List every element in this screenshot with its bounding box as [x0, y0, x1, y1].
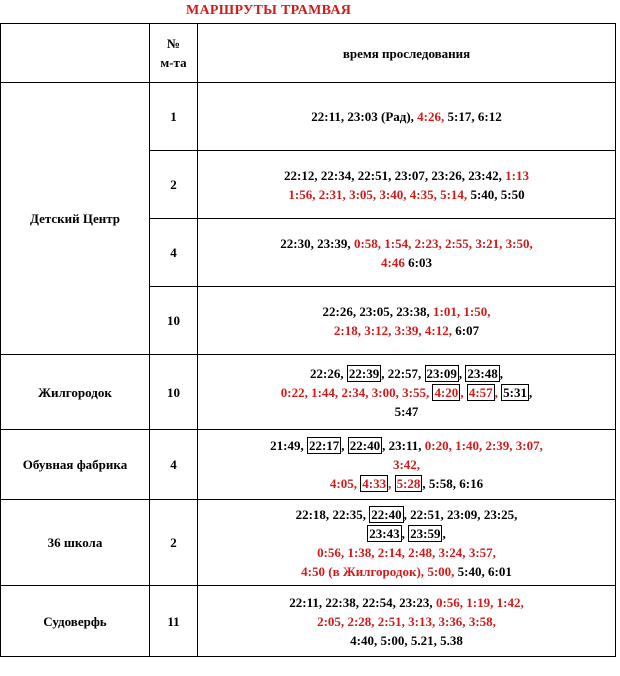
time-line	[202, 524, 611, 543]
departure-time: 1:19,	[466, 594, 494, 610]
time-line	[202, 302, 611, 321]
boxed-time: 23:43	[369, 525, 400, 541]
time-line	[202, 253, 611, 272]
route-row	[1, 355, 616, 430]
departure-time: 23:42,	[468, 167, 502, 183]
boxed-time: 4:57	[468, 384, 493, 400]
departure-time: ,	[529, 384, 533, 400]
route-number: 4	[150, 430, 198, 500]
departure-time: 2:39,	[485, 438, 513, 453]
route-times	[198, 355, 616, 430]
departure-time: 2:31,	[318, 186, 346, 202]
route-row	[1, 500, 616, 586]
route-row	[1, 430, 616, 500]
departure-time: 5:14,	[440, 186, 468, 202]
departure-time: 5:40,	[457, 563, 485, 579]
departure-time: 23:26,	[431, 167, 466, 183]
header-row	[1, 24, 616, 83]
departure-time: 6:12	[477, 109, 502, 124]
departure-time: 1:50,	[463, 303, 491, 319]
time-line	[202, 107, 611, 126]
departure-time: 23:09,	[446, 506, 481, 522]
route-number: 2	[150, 151, 198, 219]
departure-time: 5:17,	[447, 109, 475, 124]
route-number: 10	[150, 355, 198, 430]
time-line	[202, 612, 611, 631]
departure-time: , 22:57,	[381, 365, 422, 381]
time-line	[202, 321, 611, 340]
departure-time: 23:39,	[317, 235, 351, 251]
departure-time: 1:42,	[496, 594, 524, 610]
boxed-time: 22:40	[371, 506, 402, 522]
route-times	[198, 219, 616, 287]
time-line	[202, 436, 611, 455]
header-route-number-line2: м-та	[160, 55, 187, 70]
stop-name: Жилгородок	[1, 355, 150, 430]
departure-time: 3:05,	[349, 186, 377, 202]
departure-time: 0:56,	[317, 544, 345, 560]
departure-time: 3:00,	[371, 384, 399, 400]
departure-time: 5:50	[500, 186, 525, 202]
departure-time: , 22:51,	[403, 506, 444, 522]
route-row	[1, 83, 616, 151]
departure-time: 22:30,	[280, 235, 314, 251]
departure-time: ,	[442, 525, 446, 541]
departure-time: 23:25,	[483, 506, 518, 522]
departure-time: 3:58,	[468, 613, 496, 629]
departure-time: 5:47	[394, 403, 419, 419]
time-line	[202, 185, 611, 204]
departure-time: 0:20,	[424, 438, 452, 453]
page-title: МАРШРУТЫ ТРАМВАЯ	[186, 3, 352, 18]
departure-time: 2:05,	[317, 613, 345, 629]
departure-time: 5:00,	[380, 632, 408, 648]
departure-time: 21:49,	[270, 438, 304, 453]
departure-time: 23:07,	[394, 167, 429, 183]
departure-time: 22:26,	[322, 303, 357, 319]
departure-time: ,	[341, 438, 345, 453]
departure-time: 3:55,	[402, 384, 430, 400]
departure-time: 4:26,	[417, 109, 445, 124]
departure-time: 5.38	[440, 632, 463, 648]
departure-time: 2:34,	[341, 384, 369, 400]
departure-time: ,	[499, 365, 503, 381]
time-line	[202, 593, 611, 612]
time-line	[202, 383, 611, 402]
departure-time: 4:50 (в Жилгородок),	[301, 563, 425, 579]
departure-time: 22:34,	[320, 167, 355, 183]
departure-time: ,	[401, 525, 405, 541]
departure-time: 3:50,	[505, 235, 533, 251]
departure-time: 22:18,	[295, 506, 330, 522]
departure-time: 3:36,	[438, 613, 466, 629]
stop-name: Детский Центр	[1, 83, 150, 355]
boxed-time: 23:09	[426, 365, 457, 381]
boxed-time: 22:39	[348, 365, 380, 381]
route-times	[198, 586, 616, 657]
route-times	[198, 83, 616, 151]
departure-time: 2:18,	[333, 322, 361, 338]
departure-time: 1:13	[505, 167, 529, 183]
departure-time: ,	[388, 476, 392, 491]
departure-time: 4:35,	[409, 186, 437, 202]
departure-time: 1:40,	[455, 438, 483, 453]
departure-time: 22:35,	[332, 506, 367, 522]
time-line	[202, 234, 611, 253]
departure-time: , 23:11,	[382, 438, 422, 453]
boxed-time: 22:17	[308, 438, 340, 453]
boxed-time: 4:33	[362, 476, 387, 491]
departure-time: 2:55,	[444, 235, 473, 251]
departure-time: 6:16	[459, 476, 484, 491]
header-time: время проследования	[198, 24, 616, 83]
route-number: 4	[150, 219, 198, 287]
departure-time: 22:26,	[310, 365, 344, 381]
departure-time: 23:05,	[359, 303, 393, 319]
route-number: 11	[150, 586, 198, 657]
route-times	[198, 500, 616, 586]
boxed-time: 22:40	[349, 438, 381, 453]
departure-time: 23:23,	[399, 594, 433, 610]
departure-time: 3:57,	[468, 544, 496, 560]
departure-time: 23:03 (Рад),	[347, 109, 414, 124]
departure-time: 2:48,	[408, 544, 436, 560]
departure-time: 1:38,	[347, 544, 375, 560]
departure-time: 2:51,	[377, 613, 405, 629]
route-times	[198, 430, 616, 500]
departure-time: ,	[422, 476, 426, 491]
schedule-body	[1, 24, 616, 657]
time-line	[202, 455, 611, 474]
route-number: 10	[150, 287, 198, 355]
departure-time: 3:24,	[438, 544, 466, 560]
departure-time: 6:01	[488, 563, 512, 579]
time-line	[202, 402, 611, 421]
route-times	[198, 151, 616, 219]
departure-time: 23:38,	[396, 303, 430, 319]
departure-time: 4:12,	[424, 322, 453, 338]
boxed-time: 23:59	[410, 525, 441, 541]
departure-time: 22:54,	[362, 594, 396, 610]
time-line	[202, 166, 611, 185]
header-route-number-line1: №	[166, 36, 181, 51]
departure-time: 6:03	[408, 254, 432, 270]
departure-time: ,	[458, 365, 466, 381]
route-number: 2	[150, 500, 198, 586]
departure-time: 5:58,	[428, 476, 457, 491]
time-line	[202, 631, 611, 650]
departure-time: ,	[494, 384, 498, 400]
route-number: 1	[150, 83, 198, 151]
stop-name: Судоверфь	[1, 586, 150, 657]
departure-time: 1:01,	[433, 303, 461, 319]
departure-time: 5:40,	[470, 186, 498, 202]
departure-time: 22:11,	[289, 594, 323, 610]
route-row	[1, 586, 616, 657]
departure-time: 2:14,	[377, 544, 405, 560]
departure-time: 1:54,	[384, 235, 412, 251]
departure-time: 22:11,	[311, 109, 345, 124]
departure-time: 22:12,	[284, 167, 318, 183]
departure-time: 3:39,	[394, 322, 422, 338]
tram-schedule-table	[0, 23, 616, 657]
departure-time: 3:40,	[379, 186, 407, 202]
boxed-time: 5:31	[503, 384, 527, 400]
departure-time: 2:28,	[347, 613, 375, 629]
time-line	[202, 562, 611, 581]
departure-time: 6:07	[455, 322, 480, 338]
departure-time: 4:40,	[350, 632, 378, 648]
departure-time: 22:51,	[357, 167, 392, 183]
header-stop	[1, 24, 150, 83]
boxed-time: 23:48	[467, 365, 498, 381]
boxed-time: 4:20	[434, 384, 459, 400]
departure-time: 4:05,	[329, 476, 357, 491]
time-line	[202, 543, 611, 562]
departure-time: 22:38,	[325, 594, 359, 610]
departure-time: 1:56,	[288, 186, 316, 202]
time-line	[202, 505, 611, 524]
boxed-time: 5:28	[396, 476, 421, 491]
departure-time: 1:44,	[311, 384, 339, 400]
departure-time: 0:58,	[353, 235, 382, 251]
departure-time: 2:23,	[414, 235, 442, 251]
stop-name: Обувная фабрика	[1, 430, 150, 500]
departure-time: 3:13,	[408, 613, 436, 629]
departure-time: 0:56,	[435, 594, 464, 610]
departure-time: 5:00,	[427, 563, 455, 579]
departure-time: 3:07,	[515, 438, 543, 453]
departure-time: 0:22,	[280, 384, 308, 400]
departure-time: 3:21,	[475, 235, 503, 251]
time-line	[202, 474, 611, 493]
stop-name: 36 школа	[1, 500, 150, 586]
departure-time: 4:46	[381, 254, 405, 270]
departure-time: 3:42,	[392, 457, 421, 472]
time-line	[202, 364, 611, 383]
departure-time: 3:12,	[364, 322, 392, 338]
header-route-number	[150, 24, 198, 83]
route-times	[198, 287, 616, 355]
departure-time: ,	[460, 384, 464, 400]
departure-time: 5.21,	[410, 632, 437, 648]
